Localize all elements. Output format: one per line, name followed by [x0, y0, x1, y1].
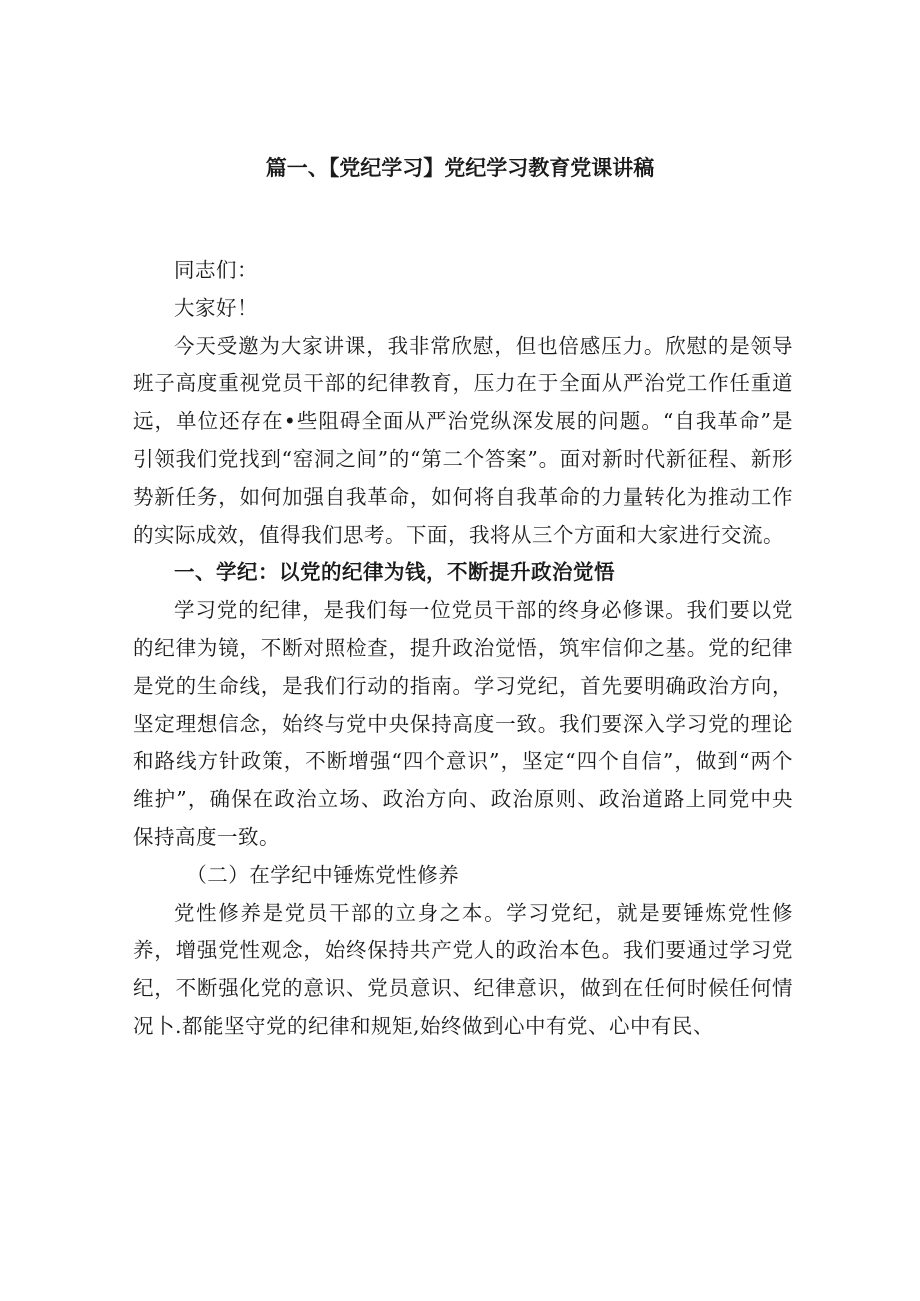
document-body	[133, 252, 793, 1046]
greeting: 大家好！	[174, 295, 258, 320]
section-heading-1: 一、学纪：以党的纪律为钱，不断提升政治觉悟	[174, 560, 615, 585]
section-1-paragraph: 学习党的纪律，是我们每一位党员干部的终身必修课。我们要以党的纪律为镜，不断对照检查，提升政治觉悟，筑牢信仰之基。党的纪律是党的生命线，是我们行动的指南。学习党纪，首先要明确政治方向，坚定理想信念，始终与党中央保持高度一致。我们要深入学习党的理论和路线方针政策，不断增强“四个意识”，坚定“四个自信”，做到“两个维护”，确保在政治立场、政治方向、政治原则、政治道路上同党中央保持高度一致。	[133, 598, 793, 849]
salutation: 同志们：	[174, 258, 258, 282]
subsection-2-paragraph: 党性修养是党员干部的立身之本。学习党纪，就是要锤炼党性修养，增强党性观念，始终保持共产党人的政治本色。我们要通过学习党纪，不断强化党的意识、党员意识、纪律意识，做到在任何时候任何情况卜.都能坚守党的纪律和规矩,始终做到心中有党、心中有民、	[133, 900, 793, 1038]
intro-paragraph: 今天受邀为大家讲课，我非常欣慰，但也倍感压力。欣慰的是领导班子高度重视党员干部的纪律教育，压力在于全面从严治党工作任重道远，单位还存在•些阻碍全面从严治党纵深发展的问题。“自我革命”是引领我们党找到“窑洞之间”的“第二个答案”。面对新时代新征程、新形势新任务，如何加强自我革命，如何将自我革命的力量转化为推动工作的实际成效，值得我们思考。下面，我将从三个方面和大家进行交流。	[133, 333, 793, 547]
subsection-heading-2: （二）在学纪中锤炼党性修养	[186, 862, 460, 887]
document-title: 篇一、【党纪学习】党纪学习教育党课讲稿	[265, 155, 655, 180]
